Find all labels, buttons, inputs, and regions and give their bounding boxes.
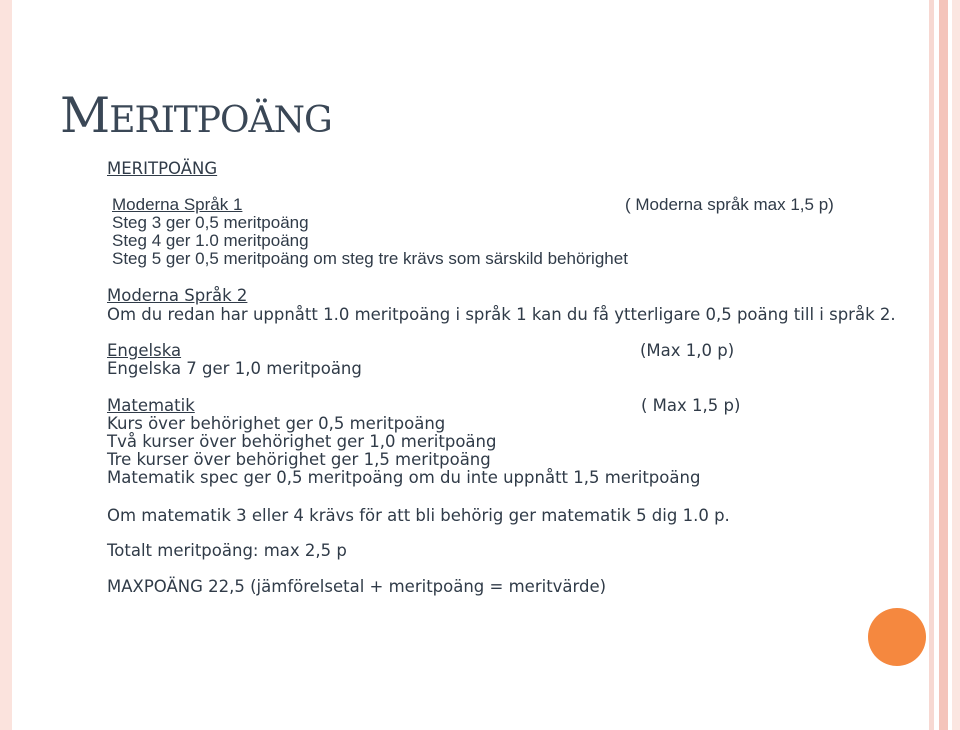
right-decorative-stripe-outer	[952, 0, 960, 730]
moderna-sprak-1-line: Steg 4 ger 1.0 meritpoäng	[112, 231, 309, 250]
engelska-max: (Max 1,0 p)	[640, 341, 735, 360]
left-decorative-stripe	[0, 0, 12, 730]
moderna-sprak-max: ( Moderna språk max 1,5 p)	[625, 195, 834, 214]
matematik-max: ( Max 1,5 p)	[641, 396, 741, 415]
moderna-sprak-2-label: Moderna Språk 2	[107, 286, 248, 305]
slide-title-initial: M	[60, 87, 110, 144]
orange-circle-decoration	[868, 608, 926, 666]
moderna-sprak-1-line: Steg 5 ger 0,5 meritpoäng om steg tre krävs som särskild behörighet	[112, 249, 628, 268]
maxpoang-line: MAXPOÄNG 22,5 (jämförelsetal + meritpoäng = meritvärde)	[107, 577, 607, 596]
moderna-sprak-1-label: Moderna Språk 1	[112, 195, 243, 214]
engelska-text: Engelska 7 ger 1,0 meritpoäng	[107, 359, 362, 378]
total-meritpoang: Totalt meritpoäng: max 2,5 p	[107, 541, 347, 560]
matematik-label: Matematik	[107, 396, 195, 415]
engelska-label: Engelska	[107, 341, 182, 360]
right-decorative-stripe	[939, 0, 948, 730]
right-decorative-stripe-thin	[929, 0, 934, 730]
math-note: Om matematik 3 eller 4 krävs för att bli behörig ger matematik 5 dig 1.0 p.	[107, 506, 730, 525]
section-heading: MERITPOÄNG	[107, 159, 218, 178]
matematik-line: Två kurser över behörighet ger 1,0 meritpoäng	[107, 432, 497, 451]
matematik-line: Tre kurser över behörighet ger 1,5 meritpoäng	[107, 450, 491, 469]
moderna-sprak-2-text: Om du redan har uppnått 1.0 meritpoäng i språk 1 kan du få ytterligare 0,5 poäng till i språk 2.	[107, 305, 896, 324]
matematik-line: Matematik spec ger 0,5 meritpoäng om du inte uppnått 1,5 meritpoäng	[107, 468, 701, 487]
moderna-sprak-1-line: Steg 3 ger 0,5 meritpoäng	[112, 213, 309, 232]
matematik-line: Kurs över behörighet ger 0,5 meritpoäng	[107, 414, 446, 433]
slide-title-rest: ERITPOÄNG	[109, 100, 332, 141]
slide-title	[60, 86, 332, 151]
